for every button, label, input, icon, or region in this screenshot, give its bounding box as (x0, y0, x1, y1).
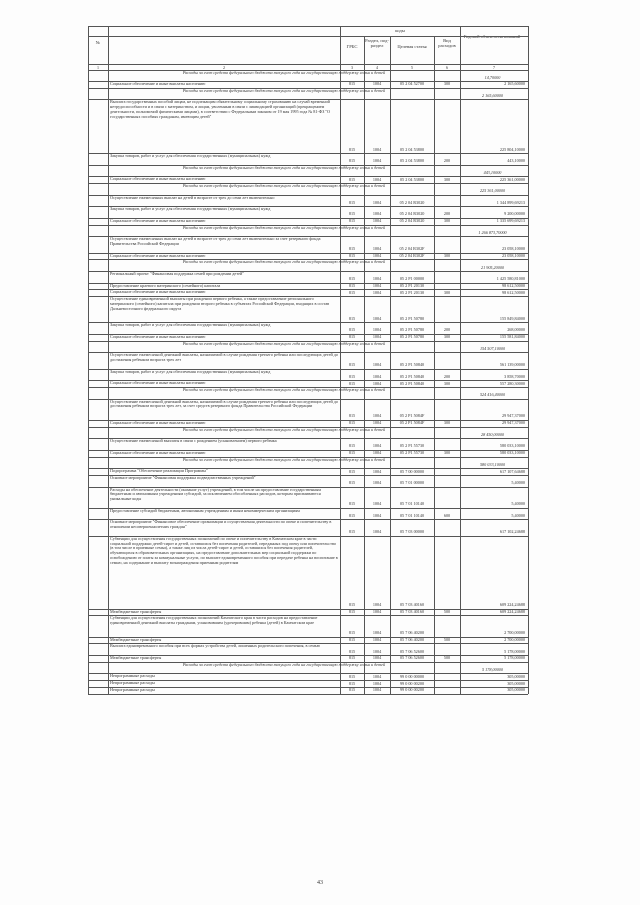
column-divider (434, 36, 435, 694)
cell-sum: 29 947,37000 (501, 421, 525, 426)
row-description: Закупка товаров, работ и услуг для обеспечения государственных (муниципальных) нужд (110, 154, 271, 158)
cell-vid: 500 (443, 637, 451, 642)
cell-csr: 05 2 04 53800 (399, 159, 425, 164)
cell-grbs: 815 (348, 530, 356, 535)
cell-grbs: 815 (348, 328, 356, 333)
row-description: Непрограммные расходы (110, 681, 155, 686)
cell-csr: 05 7 06 40200 (399, 637, 425, 642)
cell-csr: 05 2 04 R3020 (399, 212, 425, 217)
cell-sum: 580 033,10000 (499, 444, 525, 449)
cell-razdel: 1004 (372, 316, 382, 321)
cell-razdel: 1004 (372, 513, 382, 518)
cell-razdel: 1004 (372, 688, 382, 693)
cell-sum: 23 058,10000 (501, 253, 525, 258)
cell-razdel: 1004 (372, 451, 382, 456)
row-description: Выплата единовременного пособия при всех формах устройства детей, лишенных родительского попечения, в семью (110, 644, 320, 649)
row-description: Предоставление субсидий бюджетным, автономным учреждениям и иным некоммерческим организациям (110, 508, 300, 513)
cell-grbs: 815 (348, 147, 356, 152)
cell-csr: 05 2 04 R3020 (399, 219, 425, 224)
row-description: Предоставление краевого материнского (семейного) капитала (110, 283, 221, 288)
cell-grbs: 815 (348, 290, 356, 295)
cell-grbs: 815 (348, 451, 356, 456)
cell-csr: 05 2 P1 50780 (399, 335, 425, 340)
note-row-text: Расходы за счет средств федерального бюджета текущего года на государственную поддержку семьи и детей (182, 225, 386, 230)
column-divider (108, 26, 109, 694)
cell-grbs: 815 (348, 421, 356, 426)
cell-csr: 05 2 04 53800 (399, 147, 425, 152)
cell-grbs: 815 (348, 283, 356, 288)
row-description: Межбюджетные трансферты (110, 637, 162, 642)
cell-vid: 500 (443, 656, 451, 661)
cell-csr: 99 0 00 00000 (399, 674, 425, 679)
cell-vid: 200 (443, 159, 451, 164)
note-row-text: Расходы за счет средств федерального бюджета текущего года на государственную поддержку семьи и детей (182, 88, 386, 93)
cell-razdel: 1004 (372, 674, 382, 679)
cell-sum: 5,40000 (511, 502, 525, 507)
cell-grbs: 815 (348, 253, 356, 258)
cell-sum: 9 200,00000 (504, 212, 525, 217)
cell-sum: 580 033,10000 (499, 451, 525, 456)
cell-vid: 300 (443, 381, 451, 386)
cell-sum: 617 102,24688 (499, 530, 525, 535)
cell-csr: 99 0 00 00200 (399, 688, 425, 693)
cell-sum: 617 107,64688 (499, 469, 525, 474)
cell-grbs: 815 (348, 603, 356, 608)
cell-grbs: 815 (348, 513, 356, 518)
cell-sum: 28 450,00000 (480, 432, 505, 437)
row-description: Закупка товаров, работ и услуг для обеспечения государственных (муниципальных) нужд (110, 323, 271, 328)
cell-csr: 05 7 01 00000 (399, 481, 425, 486)
cell-sum: 2 165,60000 (482, 93, 503, 98)
header-razdel: Раздел, под-раздел (365, 38, 389, 48)
cell-csr: 05 2 P1 00000 (399, 277, 425, 282)
row-description: Выплата государственных пособий лицам, не подлежащим обязательному социальному страхованию на случай временной нетрудоспособности и в связи с материнством, и лицам, уволенным в связи с ликвидацией организаций (прекращением деятельности, полномочий физическими лицами), в соответствии с Федеральным законом от 19 мая 1995 года № 81-ФЗ "О государственных пособиях гражданам, имеющим детей" (110, 100, 331, 119)
row-description: Межбюджетные трансферты (110, 609, 162, 614)
cell-razdel: 1004 (372, 609, 382, 614)
note-row-text: Расходы за счет средств федерального бюджета текущего года на государственную поддержку семьи и детей (182, 165, 386, 170)
cell-vid: 300 (443, 82, 451, 87)
cell-sum: 557 280,30000 (499, 381, 525, 386)
note-row-text: Расходы за счет средств федерального бюджета текущего года на государственную поддержку семьи и детей (182, 388, 386, 392)
row-description: Основное мероприятие "Финансовое обеспечение организации и осуществления деятельности по опеке и попечительству в отношении несовершеннолетних граждан" (110, 520, 332, 530)
column-divider (340, 26, 341, 694)
column-number: 7 (493, 65, 495, 70)
cell-csr: 05 7 06 52600 (399, 649, 425, 654)
cell-sum: 3 858,70000 (504, 374, 525, 379)
note-row-text: Расходы за счет средств федерального бюджета текущего года на государственную поддержку семьи и детей (182, 71, 386, 75)
cell-razdel: 1004 (372, 82, 382, 87)
cell-sum: 5,40000 (511, 513, 525, 518)
cell-sum: 5 178,00000 (504, 656, 525, 661)
note-row-text: Расходы за счет средств федерального бюджета текущего года на государственную поддержку семьи и детей (182, 341, 386, 346)
cell-razdel: 1004 (372, 656, 382, 661)
cell-sum: 225 361,00000 (479, 189, 506, 194)
cell-vid: 300 (443, 335, 451, 340)
column-number: 4 (376, 65, 378, 70)
column-number: 6 (446, 65, 448, 70)
cell-sum: 580 033,10000 (479, 462, 506, 467)
cell-razdel: 1004 (372, 328, 382, 333)
cell-sum: 155 581,84000 (499, 335, 525, 340)
row-description: Основное мероприятие "Финансовая поддержка подведомственных учреждений" (110, 476, 256, 480)
column-number: 1 (97, 65, 99, 70)
header-csr: Целевая статья (397, 44, 427, 49)
cell-razdel: 1004 (372, 637, 382, 642)
cell-csr: 05 7 01 10140 (399, 502, 425, 507)
cell-grbs: 815 (348, 363, 356, 368)
cell-sum: 14,70000 (484, 75, 501, 80)
row-description: Региональный проект "Финансовая поддержка семей при рождении детей" (110, 272, 244, 276)
cell-sum: 1 335 699,69213 (496, 219, 525, 224)
row-description: Осуществление единовременной выплаты при рождении первого ребенка, а также предоставление регионального материнского (семейного) капитала при рождении второго ребенка в субъектах Российской Федерации, входящих в состав Дальневосточного федерального округа (110, 297, 330, 311)
cell-csr: 05 7 03 40160 (399, 609, 425, 614)
cell-razdel: 1004 (372, 200, 382, 205)
row-description: Социальное обеспечение и иные выплаты населению (110, 420, 206, 425)
cell-sum: 5 178,00000 (482, 667, 503, 672)
cell-grbs: 815 (348, 374, 356, 379)
cell-vid: 300 (443, 219, 451, 224)
row-description: Расходы на обеспечение деятельности (оказание услуг) учреждений, в том числе на предоставление государственным бюджетным и автономным учреждениям субсидий, за исключением обособленных расходов, которым присваиваются уникальные коды (110, 487, 321, 502)
row-description: Субвенции для осуществления государственных полномочий Камчатского края в части расходов на предоставление единовременной денежной выплаты гражданам, усыновившим (удочерившим) ребенка (детей) в Камчатском крае (110, 616, 318, 626)
note-row-text: Расходы за счет средств федерального бюджета текущего года на государственную поддержку семьи и детей (182, 260, 386, 265)
cell-sum: 98 612,50000 (501, 290, 525, 295)
cell-grbs: 815 (348, 82, 356, 87)
cell-razdel: 1004 (372, 381, 382, 386)
cell-sum: 154 507,10000 (479, 346, 506, 351)
cell-sum: 443,10000 (483, 170, 502, 175)
cell-sum: 609 224,24688 (499, 609, 525, 614)
cell-vid: 300 (443, 177, 451, 182)
cell-grbs: 815 (348, 688, 356, 693)
cell-vid: 200 (443, 212, 451, 217)
cell-razdel: 1004 (372, 481, 382, 486)
row-description: Социальное обеспечение и иные выплаты населению (110, 253, 206, 258)
cell-csr: 05 2 04 R302F (399, 253, 425, 258)
cell-grbs: 815 (348, 200, 356, 205)
header-codes: коды (395, 28, 405, 33)
cell-razdel: 1004 (372, 335, 382, 340)
cell-grbs: 815 (348, 159, 356, 164)
cell-grbs: 815 (348, 277, 356, 282)
cell-sum: 305,00000 (507, 688, 525, 693)
header-no: № (95, 40, 101, 45)
cell-razdel: 1004 (372, 290, 382, 295)
page-number: 43 (317, 880, 323, 886)
cell-sum: 225 361,00000 (499, 177, 525, 182)
cell-sum: 1 344 899,69213 (496, 200, 525, 205)
note-row-text: Расходы за счет средств федерального бюджета текущего года на государственную поддержку семьи и детей (182, 184, 386, 188)
cell-grbs: 815 (348, 656, 356, 661)
cell-razdel: 1004 (372, 603, 382, 608)
cell-csr: 05 7 00 00000 (399, 469, 425, 474)
row-divider (88, 26, 528, 27)
cell-grbs: 815 (348, 674, 356, 679)
cell-razdel: 1004 (372, 177, 382, 182)
row-description: Закупка товаров, работ и услуг для обеспечения государственных (муниципальных) нужд (110, 207, 271, 212)
cell-razdel: 1004 (372, 374, 382, 379)
column-divider (528, 26, 529, 694)
cell-sum: 561 139,00000 (499, 363, 525, 368)
cell-razdel: 1004 (372, 247, 382, 252)
cell-razdel: 1004 (372, 421, 382, 426)
cell-vid: 500 (443, 609, 451, 614)
row-description: Подпрограмма "Обеспечение реализации Программы" (110, 469, 208, 474)
row-description: Социальное обеспечение и иные выплаты населению (110, 381, 206, 386)
cell-csr: 05 7 06 40200 (399, 631, 425, 636)
cell-grbs: 815 (348, 316, 356, 321)
cell-sum: 609 224,24688 (499, 603, 525, 608)
row-divider (88, 64, 528, 65)
cell-grbs: 815 (348, 247, 356, 252)
cell-grbs: 815 (348, 219, 356, 224)
cell-razdel: 1004 (372, 253, 382, 258)
row-description: Межбюджетные трансферты (110, 656, 162, 660)
cell-csr: 05 2 P1 50840 (399, 381, 425, 386)
cell-csr: 05 2 04 R302F (399, 247, 425, 252)
cell-csr: 05 7 03 40160 (399, 603, 425, 608)
header-grbs: ГРБС (346, 44, 358, 49)
cell-razdel: 1004 (372, 469, 382, 474)
cell-grbs: 815 (348, 335, 356, 340)
row-description: Закупка товаров, работ и услуг для обеспечения государственных (муниципальных) нужд (110, 369, 271, 374)
cell-grbs: 815 (348, 649, 356, 654)
cell-sum: 2 165,60000 (504, 82, 525, 87)
cell-vid: 300 (443, 253, 451, 258)
cell-grbs: 815 (348, 444, 356, 449)
cell-grbs: 815 (348, 414, 356, 419)
row-divider (88, 36, 528, 37)
cell-sum: 305,00000 (507, 674, 525, 679)
cell-vid: 200 (443, 328, 451, 333)
cell-vid: 300 (443, 421, 451, 426)
cell-sum: 23 058,10000 (501, 247, 525, 252)
header-vid: Вид расходов (438, 38, 456, 48)
row-description: Осуществление ежемесячных выплат на детей в возрасте от трех до семи лет включительно (110, 195, 275, 200)
cell-razdel: 1004 (372, 212, 382, 217)
cell-razdel: 1004 (372, 414, 382, 419)
cell-csr: 05 2 04 R3020 (399, 200, 425, 205)
cell-grbs: 815 (348, 381, 356, 386)
cell-sum: 268,00000 (507, 328, 525, 333)
cell-sum: 305,00000 (507, 681, 525, 686)
cell-csr: 05 2 04 53800 (399, 177, 425, 182)
note-row-text: Расходы за счет средств федерального бюджета текущего года на государственную поддержку семьи и детей (182, 457, 386, 462)
cell-csr: 05 2 P1 50840 (399, 374, 425, 379)
cell-csr: 05 7 01 10140 (399, 513, 425, 518)
cell-csr: 05 2 P1 20130 (399, 283, 425, 288)
cell-razdel: 1004 (372, 502, 382, 507)
cell-csr: 05 2 P1 50780 (399, 328, 425, 333)
row-description: Социальное обеспечение и иные выплаты населению (110, 450, 206, 455)
cell-grbs: 815 (348, 631, 356, 636)
cell-vid: 600 (443, 513, 451, 518)
cell-csr: 99 0 00 00200 (399, 681, 425, 686)
cell-csr: 05 7 06 52600 (399, 656, 425, 661)
cell-grbs: 815 (348, 609, 356, 614)
row-description: Социальное обеспечение и иные выплаты населению (110, 334, 206, 339)
cell-razdel: 1004 (372, 363, 382, 368)
row-description: Социальное обеспечение и иные выплаты населению (110, 82, 206, 86)
cell-razdel: 1004 (372, 649, 382, 654)
cell-razdel: 1004 (372, 159, 382, 164)
column-divider (460, 26, 461, 694)
cell-grbs: 815 (348, 681, 356, 686)
row-description: Непрограммные расходы (110, 674, 155, 679)
note-row-text: Расходы за счет средств федерального бюджета текущего года на государственную поддержку семьи и детей (182, 662, 386, 667)
row-description: Осуществление ежемесячных выплат на детей в возрасте от трех до семи лет включительно за счет резервного фонда Правительства Российской Федерации (110, 237, 321, 246)
cell-csr: 05 2 P1 5084F (399, 414, 425, 419)
cell-razdel: 1004 (372, 444, 382, 449)
cell-razdel: 1004 (372, 681, 382, 686)
row-description: Социальное обеспечение и иные выплаты населению (110, 218, 206, 223)
column-number: 2 (223, 65, 225, 70)
cell-grbs: 815 (348, 481, 356, 486)
cell-sum: 98 612,50000 (501, 283, 525, 288)
cell-grbs: 815 (348, 177, 356, 182)
cell-sum: 5,40000 (511, 481, 525, 486)
budget-table (88, 26, 588, 696)
cell-razdel: 1004 (372, 530, 382, 535)
cell-grbs: 815 (348, 469, 356, 474)
cell-sum: 225 804,10000 (499, 147, 525, 152)
row-description: Субвенции для осуществления государственных полномочий по опеке и попечительству в Камчатском крае в части социальной поддержки детей-сирот и детей, оставшихся без попечения родителей, переданных под опеку или попечительство (в том числе в приемные семьи), а также лиц из числа детей-сирот и детей, оставшихся без попечения родителей, обучающихся в образовательных организациях, на предоставление дополнительных мер социальной поддержки по освобождению от платы за коммунальные услуги, по выплате единовременного пособия при передаче ребенка на воспитание в семью, на содержание и выплату вознаграждения приемным родителям (110, 536, 338, 565)
cell-csr: 05 2 P1 50780 (399, 316, 425, 321)
row-description: Социальное обеспечение и иные выплаты населению (110, 290, 206, 295)
cell-grbs: 815 (348, 637, 356, 642)
header-sum: Годовой объем ассигнований (463, 34, 521, 39)
cell-csr: 05 2 P1 55730 (399, 444, 425, 449)
cell-sum: 1 266 873,70000 (478, 230, 507, 235)
row-description: Социальное обеспечение и иные выплаты населению (110, 177, 206, 182)
column-number: 3 (351, 65, 353, 70)
row-divider (88, 694, 528, 695)
note-row-text: Расходы за счет средств федерального бюджета текущего года на государственную поддержку семьи и детей (182, 427, 386, 432)
cell-vid: 300 (443, 451, 451, 456)
cell-csr: 05 2 P1 55730 (399, 451, 425, 456)
cell-sum: 1 425 580,81000 (496, 277, 525, 282)
row-description: Осуществление ежемесячной выплаты в связи с рождением (усыновлением) первого ребенка (110, 439, 277, 444)
cell-razdel: 1004 (372, 219, 382, 224)
cell-razdel: 1004 (372, 277, 382, 282)
cell-csr: 05 2 P1 5084F (399, 421, 425, 426)
cell-csr: 05 7 03 00000 (399, 530, 425, 535)
cell-razdel: 1004 (372, 631, 382, 636)
cell-vid: 300 (443, 290, 451, 295)
cell-csr: 05 2 P1 20130 (399, 290, 425, 295)
cell-grbs: 815 (348, 212, 356, 217)
cell-sum: 155 849,84000 (499, 316, 525, 321)
row-description: Непрограммные расходы (110, 688, 155, 692)
row-description: Осуществление ежемесячной денежной выплаты, назначаемой в случае рождения третьего ребенка или последующих детей до достижения ребенком возраста трех лет, за счет средств резервного фонда Правительства Российской Федерации (110, 399, 338, 409)
cell-sum: 21 905,20000 (480, 265, 505, 270)
cell-sum: 2 700,00000 (504, 631, 525, 636)
cell-sum: 5 178,00000 (504, 649, 525, 654)
cell-grbs: 815 (348, 502, 356, 507)
cell-sum: 524 416,40000 (479, 393, 506, 398)
column-number: 5 (411, 65, 413, 70)
cell-csr: 05 2 P1 50840 (399, 363, 425, 368)
cell-sum: 2 700,00000 (504, 637, 525, 642)
cell-razdel: 1004 (372, 283, 382, 288)
cell-razdel: 1004 (372, 147, 382, 152)
cell-vid: 200 (443, 374, 451, 379)
column-divider (88, 26, 89, 694)
cell-sum: 443,10000 (507, 159, 525, 164)
row-description: Осуществление ежемесячной денежной выплаты, назначаемой в случае рождения третьего ребенка или последующих детей до достижения ребенком возраста трех лет (110, 353, 338, 362)
cell-csr: 05 2 04 52700 (399, 82, 425, 87)
cell-sum: 29 947,37000 (501, 414, 525, 419)
